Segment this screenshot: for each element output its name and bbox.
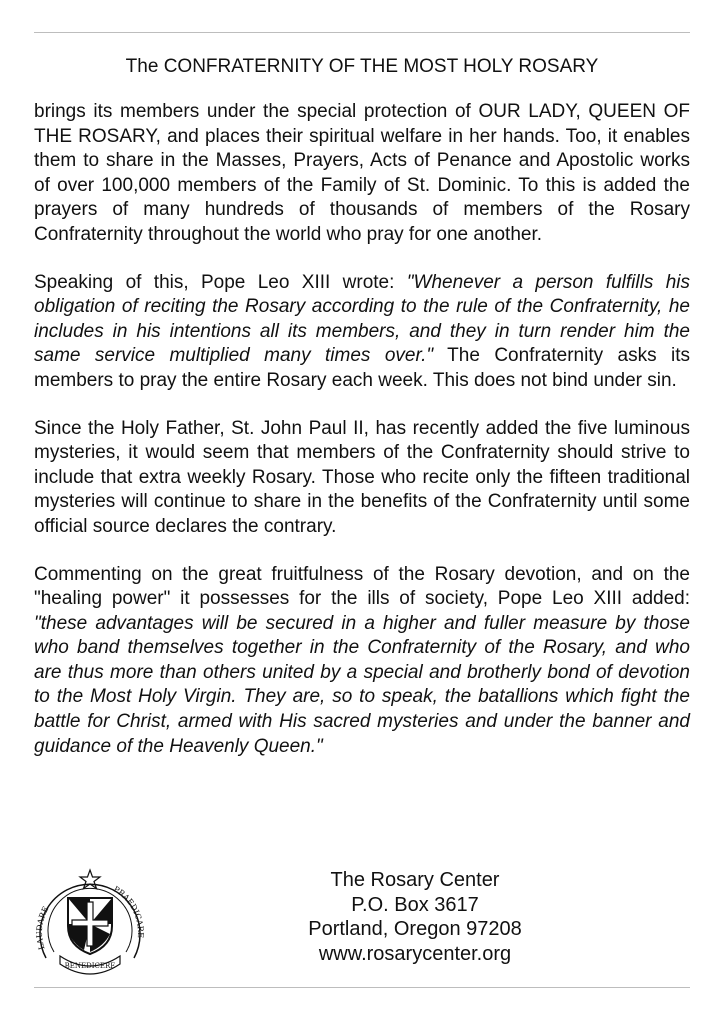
p4-quote: "these advantages will be secured in a higher and fuller measure by those who band themselves together in the Confraternity of the Rosary, and who are thus more than others united by a special and brotherly bond of devotion to the Most Holy Virgin. They are, so to speak, the batallions which fight the battle for Christ, armed with His sacred mysteries and under the banner and guidance of the Heavenly Queen." (34, 612, 690, 757)
seal-motto-bottom: BENEDICERE (64, 962, 116, 970)
seal-motto-left: LAUDARE (34, 905, 51, 951)
paragraph-1 (34, 100, 690, 248)
top-divider (34, 32, 690, 33)
title-name: CONFRATERNITY OF THE MOST HOLY ROSARY (163, 56, 599, 77)
paragraph-4 (34, 563, 690, 760)
p1-emphasis: OUR LADY, QUEEN OF THE ROSARY (34, 101, 690, 147)
p2-intro: Speaking of this, Pope Leo XIII wrote: (34, 271, 407, 293)
page-title (0, 55, 724, 79)
p1-part1: brings its members under the special protection of (34, 101, 479, 122)
paragraph-3: Since the Holy Father, St. John Paul II, has recently added the five luminous mysteries, it would seem that members of the Confraternity should strive to include that extra weekly Rosary. Those who recite only the fifteen traditional mysteries will continue to share in the benefits of the Confraternity until some official source declares the contrary. (34, 417, 690, 537)
org-name: The Rosary Center (330, 869, 500, 891)
p1-part2: , and places their spiritual welfare in her hands. Too, it enables them to share in the Masses, Prayers, Acts of Penance and Apostolic works of over 100,000 members of the Family of St. Dominic. To this is added the prayers of many hundreds of thousands of members of the Rosary Confraternity throughout the world who pray for one another. (34, 125, 690, 245)
p4-intro: Commenting on the great fruitfulness of the Rosary devotion, and on the "healing power" it possesses for the ills of society, Pope Leo XIII added: (34, 563, 690, 610)
paragraph-2 (34, 271, 690, 394)
dominican-shield-icon (34, 864, 146, 976)
contact-address (250, 868, 580, 966)
body-text (34, 100, 690, 782)
seal-motto-right: PRAEDICARE (111, 884, 146, 939)
city-state-zip: Portland, Oregon 97208 (308, 918, 522, 940)
website: www.rosarycenter.org (318, 942, 512, 965)
p2-rest: The Confraternity asks its members to pray the entire Rosary each week. This does not bind under sin. (34, 345, 690, 391)
po-box: P.O. Box 3617 (351, 893, 479, 916)
title-prefix: The (125, 56, 159, 77)
p2-quote: "Whenever a person fulfills his obligation of reciting the Rosary according to the rule of the Confraternity, he includes in his intentions all its members, and they in turn render him the same service multiplied many times over." (34, 271, 690, 367)
bottom-divider (34, 987, 690, 988)
